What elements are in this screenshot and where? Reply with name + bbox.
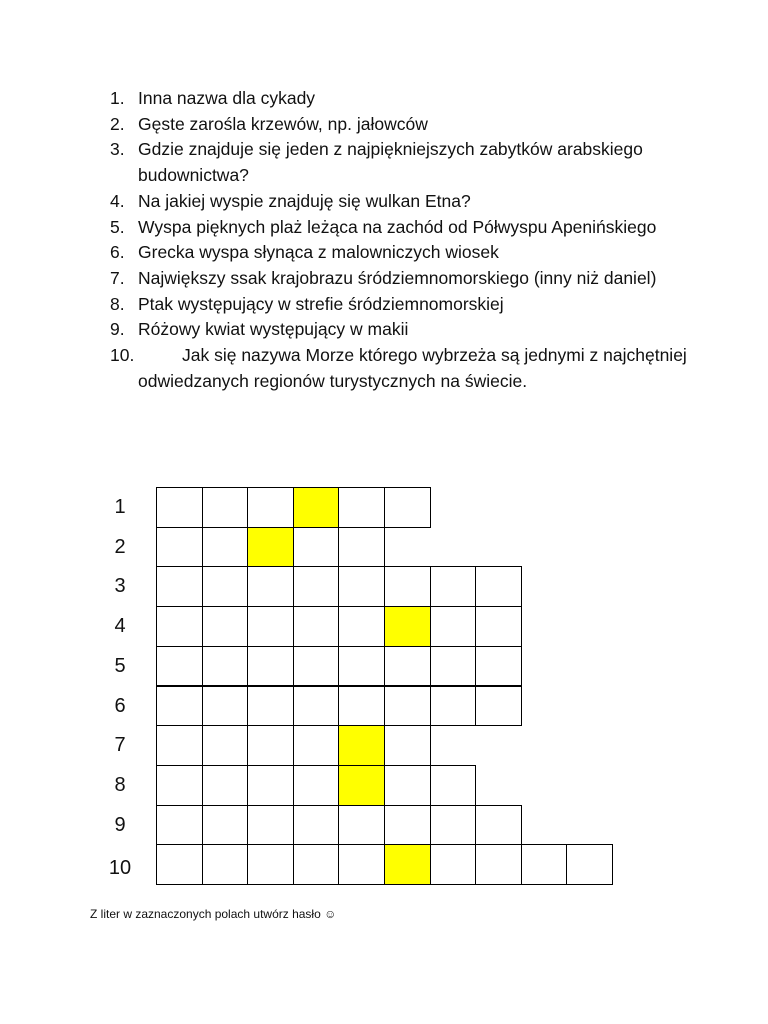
crossword-cell[interactable]: [475, 566, 522, 607]
crossword-cell[interactable]: [156, 765, 203, 806]
crossword-cell[interactable]: [247, 805, 294, 846]
crossword-cell[interactable]: [202, 686, 249, 727]
crossword-cell[interactable]: [430, 844, 477, 885]
crossword-cell[interactable]: [430, 606, 477, 647]
crossword-cell[interactable]: [293, 805, 340, 846]
crossword-cell[interactable]: [156, 646, 203, 687]
crossword-cell[interactable]: [338, 646, 385, 687]
clue-text: Różowy kwiat występujący w makii: [138, 319, 409, 340]
crossword-cell[interactable]: [293, 606, 340, 647]
crossword-cell[interactable]: [338, 527, 385, 568]
crossword-cell[interactable]: [202, 805, 249, 846]
crossword-cell[interactable]: [293, 527, 340, 568]
crossword-cell[interactable]: [202, 606, 249, 647]
crossword-cell[interactable]: [475, 606, 522, 647]
crossword-cell[interactable]: [247, 686, 294, 727]
row-number: 8: [114, 773, 126, 796]
clue-text: Gdzie znajduje się jeden z najpiękniejszych zabytków arabskiego budownictwa?: [138, 139, 643, 186]
crossword-cell[interactable]: [156, 844, 203, 885]
clue-list: [110, 86, 710, 394]
crossword-cell[interactable]: [430, 765, 477, 806]
clue-item: [110, 112, 710, 138]
crossword-cell-highlighted[interactable]: [338, 765, 385, 806]
crossword-cell[interactable]: [384, 765, 431, 806]
row-number: 4: [114, 615, 126, 638]
clue-item: [110, 266, 710, 292]
row-number: 3: [114, 575, 126, 598]
clue-text: Największy ssak krajobrazu śródziemnomorskiego (inny niż daniel): [138, 267, 657, 288]
clue-text: Inna nazwa dla cykady: [138, 88, 316, 108]
row-number: 9: [114, 813, 126, 836]
crossword-cell[interactable]: [293, 566, 340, 607]
crossword-cell[interactable]: [384, 566, 431, 607]
clue-number: 10.: [110, 345, 135, 366]
clue-item: [110, 189, 710, 215]
crossword-cell-highlighted[interactable]: [384, 606, 431, 647]
crossword-cell[interactable]: [247, 844, 294, 885]
crossword-cell[interactable]: [202, 566, 249, 607]
crossword-cell[interactable]: [247, 646, 294, 687]
crossword-cell[interactable]: [430, 646, 477, 687]
crossword-cell[interactable]: [202, 487, 249, 528]
crossword-cell[interactable]: [338, 487, 385, 528]
clue-number: 6.: [110, 242, 125, 263]
crossword-cell[interactable]: [475, 805, 522, 846]
crossword-cell[interactable]: [338, 566, 385, 607]
row-number: 5: [114, 654, 126, 677]
crossword-cell[interactable]: [202, 844, 249, 885]
clue-text: Na jakiej wyspie znajduję się wulkan Etna?: [138, 190, 471, 211]
crossword-cell[interactable]: [384, 805, 431, 846]
crossword-cell[interactable]: [156, 606, 203, 647]
crossword-cell[interactable]: [202, 725, 249, 766]
row-number: 2: [114, 535, 126, 558]
row-number: 6: [114, 694, 126, 717]
row-number: 10: [108, 857, 132, 880]
clue-number: 1.: [110, 88, 125, 108]
clue-number: 5.: [110, 216, 125, 237]
crossword-cell[interactable]: [247, 487, 294, 528]
clue-number: 4.: [110, 190, 125, 211]
clue-text: Ptak występujący w strefie śródziemnomorskiej: [138, 293, 504, 314]
crossword-cell[interactable]: [384, 487, 431, 528]
crossword-cell-highlighted[interactable]: [293, 487, 340, 528]
footer-text: Z liter w zaznaczonych polach utwórz hasło: [90, 907, 321, 921]
clue-item: [110, 240, 710, 266]
smiley-icon: ☺: [324, 907, 337, 921]
clue-number: 2.: [110, 113, 125, 134]
clue-number: 8.: [110, 293, 125, 314]
crossword-cell[interactable]: [247, 566, 294, 607]
crossword-cell[interactable]: [293, 686, 340, 727]
crossword-cell[interactable]: [430, 805, 477, 846]
crossword-cell[interactable]: [293, 725, 340, 766]
clue-number: 9.: [110, 319, 125, 340]
crossword-cell[interactable]: [475, 844, 522, 885]
clue-text: Wyspa pięknych plaż leżąca na zachód od Półwyspu Apenińskiego: [138, 216, 657, 237]
crossword-cell[interactable]: [293, 844, 340, 885]
crossword-cell[interactable]: [202, 646, 249, 687]
crossword-cell[interactable]: [475, 646, 522, 687]
crossword-cell[interactable]: [202, 765, 249, 806]
crossword-cell[interactable]: [247, 606, 294, 647]
crossword-cell[interactable]: [156, 725, 203, 766]
crossword-cell[interactable]: [338, 606, 385, 647]
clue-item: [110, 292, 710, 318]
crossword-cell[interactable]: [384, 686, 431, 727]
clue-item: [110, 137, 710, 188]
crossword-cell[interactable]: [338, 805, 385, 846]
crossword-cell[interactable]: [156, 805, 203, 846]
footer-instruction: [90, 906, 336, 922]
clue-text: Gęste zarośla krzewów, np. jałowców: [138, 113, 428, 134]
clue-item: [110, 343, 710, 394]
clue-text: Grecka wyspa słynąca z malowniczych wiosek: [138, 242, 499, 263]
crossword-cell[interactable]: [384, 646, 431, 687]
row-number: 1: [114, 496, 126, 518]
crossword-cell[interactable]: [156, 487, 203, 528]
crossword-cell[interactable]: [338, 844, 385, 885]
crossword-cell[interactable]: [156, 566, 203, 607]
crossword-cell[interactable]: [202, 527, 249, 568]
crossword-cell-highlighted[interactable]: [384, 844, 431, 885]
crossword-cell[interactable]: [521, 844, 568, 885]
crossword-cell[interactable]: [338, 686, 385, 727]
crossword-cell-highlighted[interactable]: [247, 527, 294, 568]
crossword-cell[interactable]: [293, 646, 340, 687]
clue-number: 7.: [110, 267, 125, 288]
clue-number: 3.: [110, 139, 125, 160]
crossword-cell[interactable]: [475, 686, 522, 727]
crossword-cell[interactable]: [156, 527, 203, 568]
crossword-cell[interactable]: [156, 686, 203, 727]
crossword-cell[interactable]: [430, 566, 477, 607]
crossword-cell[interactable]: [247, 725, 294, 766]
crossword-cell[interactable]: [430, 686, 477, 727]
row-number: 7: [114, 734, 126, 757]
crossword-cell[interactable]: [384, 725, 431, 766]
crossword-cell[interactable]: [293, 765, 340, 806]
crossword-cell[interactable]: [247, 765, 294, 806]
crossword-cell-highlighted[interactable]: [338, 725, 385, 766]
clue-item: [110, 86, 710, 112]
clue-item: [110, 215, 710, 241]
crossword-cell[interactable]: [566, 844, 613, 885]
clue-text: Jak się nazywa Morze którego wybrzeża są jednymi z najchętniej odwiedzanych regionów turystycznych na świecie.: [138, 345, 687, 391]
clue-item: [110, 317, 710, 343]
